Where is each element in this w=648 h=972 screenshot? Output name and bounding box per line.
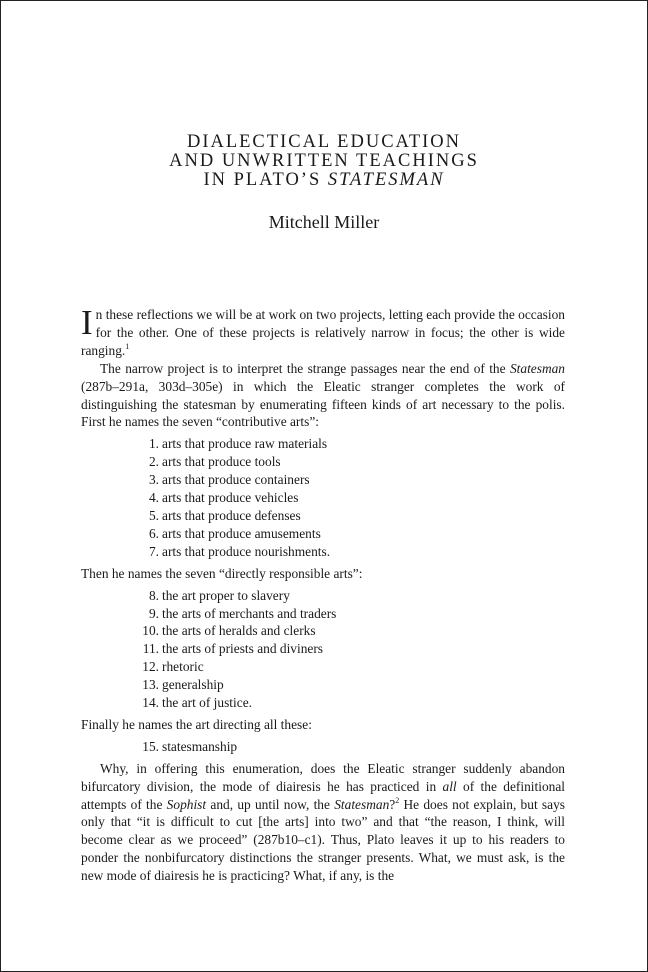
- list-item-text: statesmanship: [162, 738, 238, 754]
- list-item-text: arts that produce raw materials: [162, 436, 328, 452]
- list-item-number: 11.: [142, 641, 159, 657]
- list-item-text: the art proper to slavery: [162, 587, 290, 603]
- para5-s1: Why, in offering this enumeration, does the Eleatic stranger suddenly abandon bifurcatory division, the mode of diairesis he has practiced in: [81, 760, 565, 794]
- list-item-number: 13.: [142, 677, 159, 693]
- para5-s3: and, up until now, the: [206, 796, 335, 812]
- list-item-number: 9.: [148, 605, 159, 621]
- responsible-arts-list: [81, 587, 565, 712]
- list-item-number: 12.: [142, 659, 159, 675]
- para5-i2: Sophist: [166, 796, 207, 812]
- footnote-ref-1[interactable]: 1: [125, 341, 130, 351]
- list-item-text: the arts of heralds and clerks: [162, 623, 316, 639]
- para5-s2: of the definitional attempts of the: [81, 778, 565, 812]
- list-item-text: arts that produce amusements: [162, 525, 321, 541]
- paragraph-intro-text: n these reflections we will be at work on two projects, letting each provide the occasion for the other. One of these projects is relatively narrow in focus; the other is wide ranging.: [81, 307, 565, 358]
- contributive-arts-list: [81, 435, 565, 560]
- paragraph-directing-intro: Finally he names the art directing all these:: [81, 716, 312, 732]
- paragraph-narrow-text: (287b–291a, 303d–305e) in which the Eleatic stranger completes the work of distinguishing the statesman by enumerating fifteen kinds of art necessary to the polis. First he names the seven “contributive arts”:: [81, 378, 565, 430]
- list-item-number: 10.: [142, 623, 159, 639]
- list-item-text: arts that produce containers: [162, 472, 310, 488]
- list-item: [81, 453, 565, 471]
- article-title: [1, 133, 647, 190]
- list-item: [81, 507, 565, 525]
- footnote-ref-2[interactable]: 2: [395, 795, 400, 805]
- paragraph-narrow-lead: The narrow project is to interpret the strange passages near the end of the: [100, 360, 510, 376]
- list-item: [81, 676, 565, 694]
- list-item: [81, 694, 565, 712]
- list-item-number: 8.: [148, 587, 159, 603]
- list-item: [81, 658, 565, 676]
- para5-i3: Statesman: [334, 796, 390, 812]
- title-line-2: AND UNWRITTEN TEACHINGS: [169, 151, 479, 171]
- list-item-number: 1.: [148, 436, 159, 452]
- title-line-3-prefix: IN PLATO’S: [203, 170, 328, 190]
- list-item-text: the arts of priests and diviners: [162, 641, 324, 657]
- list-item-statesmanship: [81, 738, 565, 756]
- title-line-3-italic: STATESMAN: [327, 170, 445, 190]
- title-line-3: [1, 171, 647, 190]
- paragraph-narrow-project: [81, 360, 565, 432]
- statesman-italic: Statesman: [509, 360, 565, 376]
- list-item: [81, 525, 565, 543]
- drop-cap: I: [81, 303, 93, 342]
- list-item: [81, 471, 565, 489]
- article-body: [81, 303, 565, 885]
- list-item: [81, 435, 565, 453]
- list-item-number: 4.: [148, 490, 159, 506]
- list-item-number: 14.: [142, 695, 159, 711]
- list-item-text: generalship: [162, 677, 224, 693]
- list-item-text: arts that produce nourishments.: [162, 543, 331, 559]
- list-item: [81, 587, 565, 605]
- list-item: [81, 605, 565, 623]
- list-item-number: 5.: [148, 507, 159, 523]
- para5-i1: all: [442, 778, 457, 794]
- list-item-number: 15.: [142, 738, 159, 754]
- para5-s5: He does not explain, but says only that “it is difficult to cut [the arts] into two” and that “the reason, I think, will become clear as we proceed” (287b10–c1). Thus, Plato leaves it up to his readers to ponder the nonbifurcatory distinctions the stranger presents. What, we must ask, is the new mode of diairesis he is practicing? What, if any, is the: [81, 796, 565, 884]
- list-item-text: rhetoric: [162, 659, 204, 675]
- title-line-1: DIALECTICAL EDUCATION: [186, 132, 462, 152]
- paragraph-intro: [81, 303, 565, 360]
- para5-s4: ?: [389, 796, 396, 812]
- list-item: [81, 489, 565, 507]
- list-item-number: 3.: [148, 472, 159, 488]
- list-item: [81, 622, 565, 640]
- list-item-text: arts that produce defenses: [162, 507, 301, 523]
- list-item-number: 7.: [148, 543, 159, 559]
- list-item-text: arts that produce tools: [162, 454, 281, 470]
- list-item-text: the art of justice.: [162, 695, 252, 711]
- list-item: [81, 543, 565, 561]
- list-item: [81, 640, 565, 658]
- author-name: Mitchell Miller: [268, 212, 380, 232]
- paragraph-responsible-intro: Then he names the seven “directly responsible arts”:: [81, 565, 363, 581]
- paragraph-why: [81, 760, 565, 885]
- list-item-text: arts that produce vehicles: [162, 490, 299, 506]
- list-item-number: 2.: [148, 454, 159, 470]
- list-item-number: 6.: [148, 525, 159, 541]
- list-item-text: the arts of merchants and traders: [162, 605, 337, 621]
